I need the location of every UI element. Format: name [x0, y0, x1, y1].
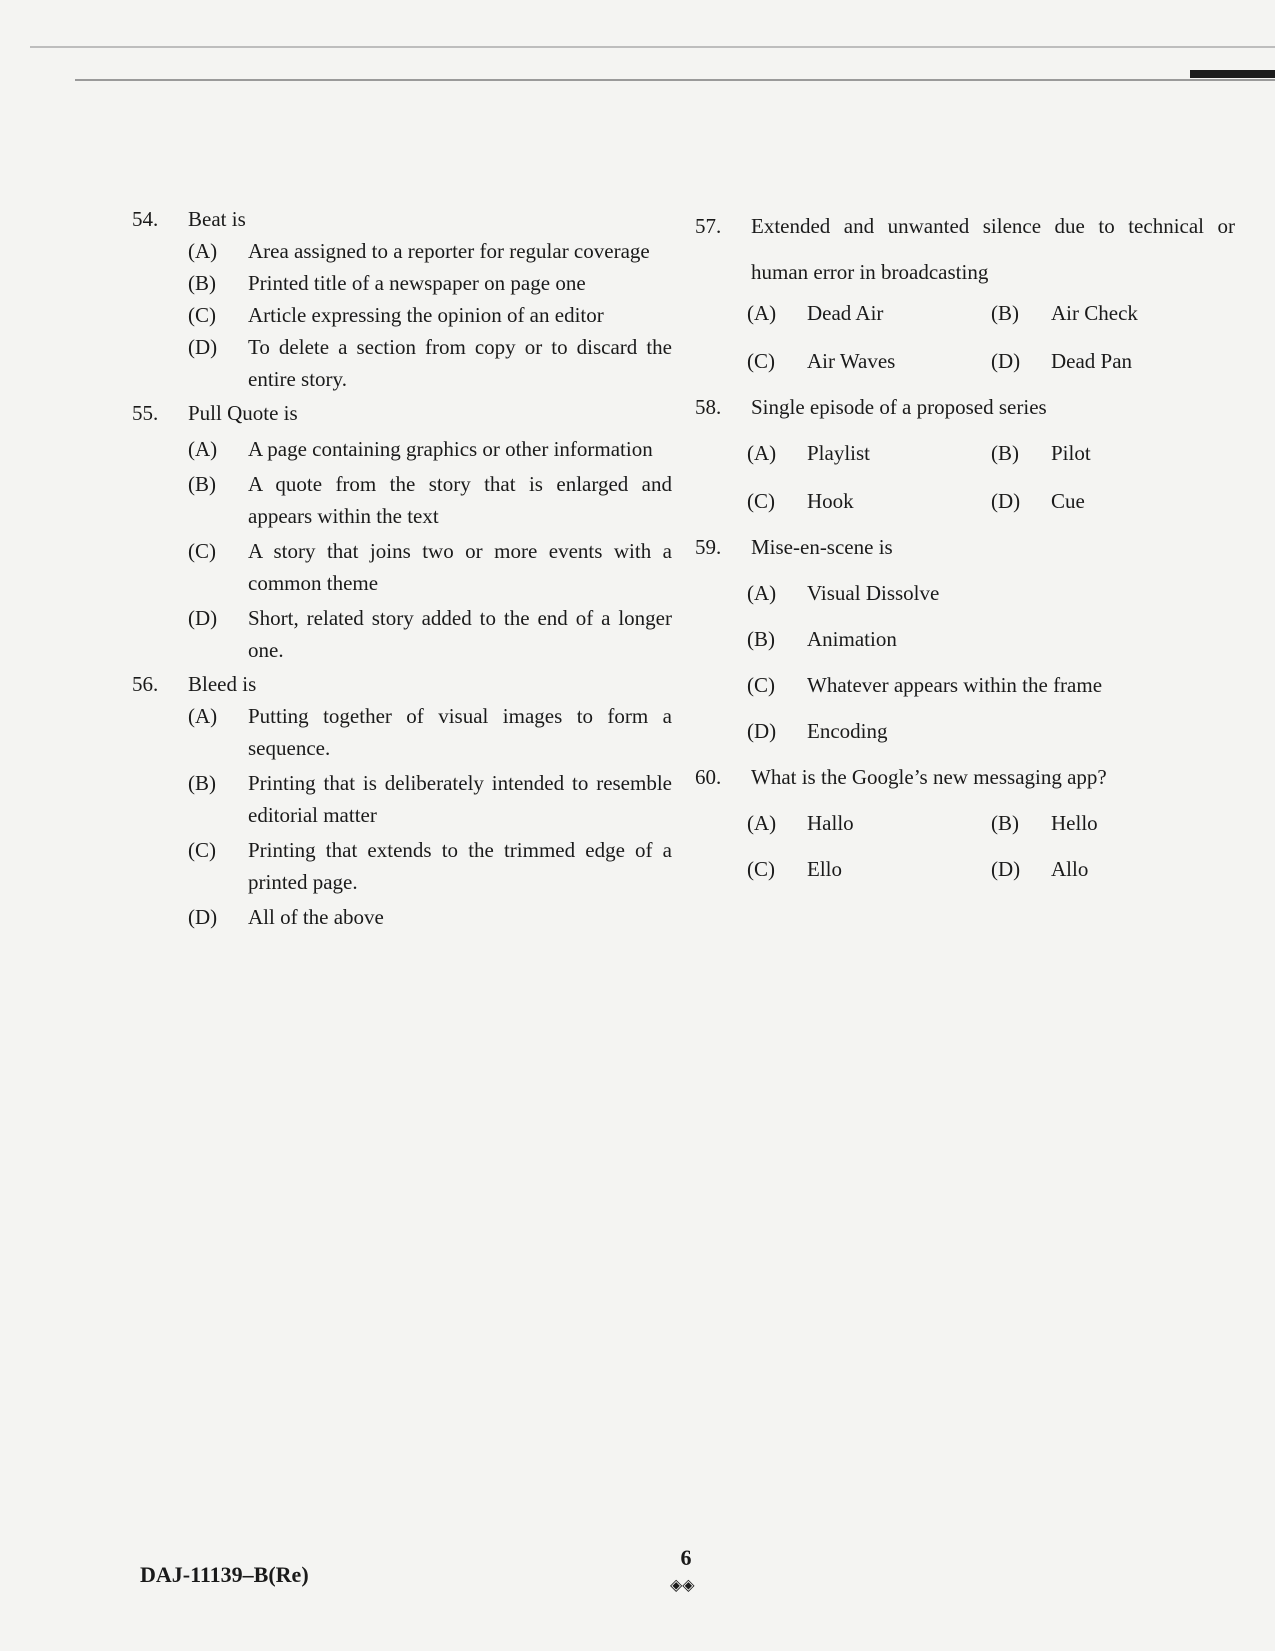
option-c	[188, 834, 672, 898]
option-text: A page containing graphics or other information	[248, 437, 653, 461]
option-text: To delete a section from copy or to discard the entire story.	[248, 335, 672, 391]
option-a	[188, 433, 672, 465]
option-label: (A)	[747, 811, 777, 835]
option-text: Encoding	[807, 719, 888, 743]
option-text: A quote from the story that is enlarged and appears within the text	[248, 472, 672, 528]
header-rule-mark	[1190, 70, 1275, 78]
right-column	[695, 203, 1235, 885]
question-number: 57.	[695, 214, 722, 238]
ornament-icon: ◈◈	[670, 1577, 695, 1594]
option-a	[747, 807, 991, 839]
option-b	[188, 468, 672, 532]
question-number: 54.	[132, 207, 159, 231]
option-text: Air Waves	[807, 349, 896, 373]
option-a	[747, 437, 991, 469]
option-c	[747, 485, 991, 517]
option-b	[188, 267, 672, 299]
option-text: Short, related story added to the end of a longer one.	[248, 606, 672, 662]
option-label: (A)	[188, 704, 218, 728]
option-b	[991, 297, 1235, 329]
option-text: A story that joins two or more events with a common theme	[248, 539, 672, 595]
option-c	[747, 853, 991, 885]
option-label: (B)	[188, 271, 216, 295]
option-text: Dead Air	[807, 301, 884, 325]
option-text: Hook	[807, 489, 854, 513]
option-text: Printing that is deliberately intended to resemble editorial matter	[248, 771, 672, 827]
option-label: (B)	[991, 441, 1019, 465]
option-label: (A)	[747, 581, 777, 605]
option-a	[188, 235, 672, 267]
option-c	[188, 299, 672, 331]
option-label: (D)	[991, 489, 1021, 513]
question-stem: Pull Quote is	[188, 401, 298, 425]
option-d	[188, 331, 672, 395]
option-label: (C)	[747, 673, 775, 697]
question-60	[695, 761, 1235, 885]
question-number: 55.	[132, 401, 159, 425]
question-stem: What is the Google’s new messaging app?	[751, 765, 1107, 789]
option-b	[991, 807, 1235, 839]
option-d	[188, 901, 672, 933]
top-rule	[30, 46, 1275, 48]
option-label: (A)	[747, 441, 777, 465]
option-text: Whatever appears within the frame	[807, 673, 1103, 697]
option-label: (D)	[991, 857, 1021, 881]
option-label: (B)	[188, 472, 216, 496]
question-number: 58.	[695, 395, 722, 419]
option-label: (C)	[747, 489, 775, 513]
option-text: Allo	[1051, 857, 1089, 881]
option-label: (B)	[991, 301, 1019, 325]
option-label: (C)	[188, 539, 216, 563]
option-text: Ello	[807, 857, 842, 881]
option-label: (B)	[747, 627, 775, 651]
option-label: (D)	[188, 606, 218, 630]
option-label: (C)	[747, 349, 775, 373]
option-text: Dead Pan	[1051, 349, 1133, 373]
option-text: All of the above	[248, 905, 384, 929]
question-stem: Single episode of a proposed series	[751, 395, 1047, 419]
option-label: (B)	[991, 811, 1019, 835]
option-text: Hello	[1051, 811, 1098, 835]
paper-code: DAJ-11139–B(Re)	[140, 1562, 309, 1587]
question-number: 60.	[695, 765, 722, 789]
left-column	[132, 203, 672, 933]
question-56	[132, 668, 672, 933]
question-59	[695, 531, 1235, 747]
option-text: Printing that extends to the trimmed edge of a printed page.	[248, 838, 672, 894]
option-b	[747, 623, 1235, 655]
option-d	[188, 602, 672, 666]
option-label: (D)	[747, 719, 777, 743]
option-text: Area assigned to a reporter for regular coverage	[248, 239, 650, 263]
option-text: Putting together of visual images to form a sequence.	[248, 704, 672, 760]
option-label: (A)	[747, 301, 777, 325]
option-d	[991, 853, 1235, 885]
option-text: Visual Dissolve	[807, 581, 940, 605]
question-stem: Bleed is	[188, 672, 257, 696]
option-text: Article expressing the opinion of an editor	[248, 303, 604, 327]
option-text: Playlist	[807, 441, 871, 465]
option-b	[991, 437, 1235, 469]
option-text: Cue	[1051, 489, 1085, 513]
option-text: Printed title of a newspaper on page one	[248, 271, 586, 295]
option-label: (D)	[188, 905, 218, 929]
option-d	[991, 345, 1235, 377]
question-57	[695, 203, 1235, 377]
option-label: (C)	[188, 303, 216, 327]
question-58	[695, 391, 1235, 517]
question-54	[132, 203, 672, 395]
option-text: Animation	[807, 627, 897, 651]
option-b	[188, 767, 672, 831]
question-stem: Beat is	[188, 207, 246, 231]
question-55	[132, 397, 672, 666]
option-a	[747, 577, 1235, 609]
option-text: Air Check	[1051, 301, 1138, 325]
option-c	[188, 535, 672, 599]
option-a	[188, 700, 672, 764]
option-label: (A)	[188, 239, 218, 263]
option-text: Hallo	[807, 811, 854, 835]
option-c	[747, 345, 991, 377]
question-stem: Extended and unwanted silence due to technical or human error in broadcasting	[751, 214, 1235, 284]
option-label: (C)	[747, 857, 775, 881]
header-rule	[75, 79, 1275, 81]
page-number: 6	[680, 1545, 692, 1570]
option-label: (B)	[188, 771, 216, 795]
option-label: (A)	[188, 437, 218, 461]
option-c	[747, 669, 1235, 701]
option-label: (D)	[188, 335, 218, 359]
option-label: (C)	[188, 838, 216, 862]
option-d	[747, 715, 1235, 747]
option-label: (D)	[991, 349, 1021, 373]
question-stem: Mise-en-scene is	[751, 535, 893, 559]
question-number: 59.	[695, 535, 722, 559]
option-d	[991, 485, 1235, 517]
option-text: Pilot	[1051, 441, 1091, 465]
option-a	[747, 297, 991, 329]
question-number: 56.	[132, 672, 159, 696]
